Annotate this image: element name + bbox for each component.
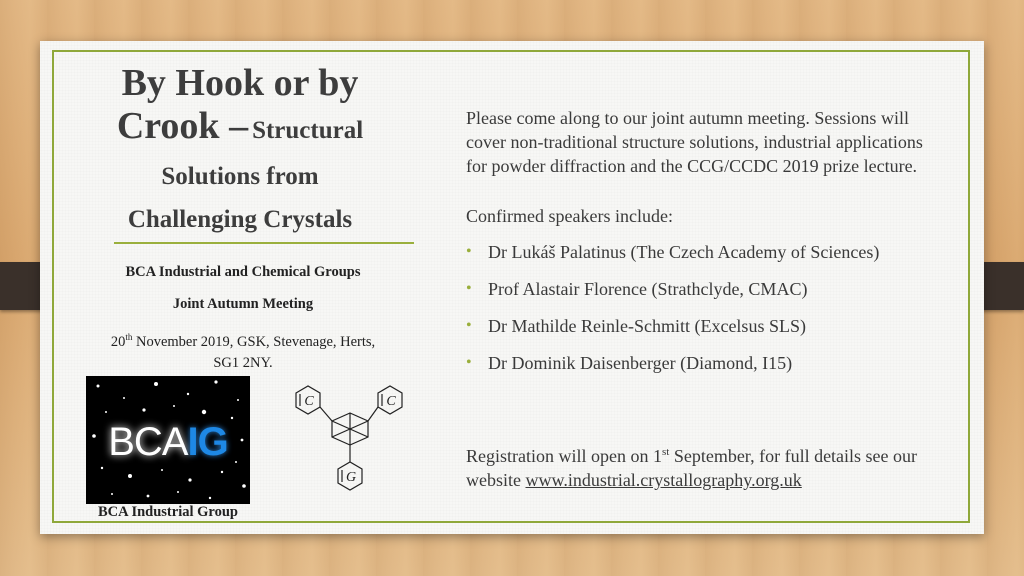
- website-link[interactable]: www.industrial.crystallography.org.uk: [525, 470, 802, 490]
- speaker-item: [466, 277, 936, 301]
- speaker-text: Prof Alastair Florence (Strathclyde, CMAC): [488, 279, 808, 299]
- speaker-item: [466, 240, 936, 264]
- registration-after: September, for full details see our website: [466, 446, 918, 490]
- title-line-2-small: Structural: [252, 117, 364, 144]
- title-line-3: Solutions from: [161, 163, 319, 190]
- logo-caption: BCA Industrial Group: [98, 504, 238, 520]
- registration-paragraph: [466, 440, 936, 492]
- date-day: 20: [110, 333, 126, 350]
- ring-label-right: C: [386, 394, 396, 409]
- ring-label-bottom: G: [345, 470, 357, 485]
- speakers-heading: Confirmed speakers include:: [466, 206, 673, 226]
- speaker-item: [466, 314, 936, 338]
- date-rest: November 2019, GSK, Stevenage, Herts,: [132, 333, 376, 350]
- slide-title: [70, 62, 410, 241]
- meeting-name: Joint Autumn Meeting: [172, 296, 314, 312]
- bullet-icon: •: [466, 243, 472, 260]
- bullet-icon: •: [466, 317, 472, 334]
- meeting-date-location: [72, 327, 414, 374]
- speaker-item: [466, 351, 936, 375]
- title-line-2-big: Crook –: [116, 105, 249, 147]
- ring-label-left: C: [304, 394, 314, 409]
- speaker-text: Dr Lukáš Palatinus (The Czech Academy of Sciences): [488, 242, 880, 262]
- speakers-list: [466, 240, 936, 388]
- title-line-1: By Hook or by: [121, 62, 359, 104]
- title-divider: [114, 242, 414, 244]
- intro-paragraph: Please come along to our joint autumn meeting. Sessions will cover non-traditional structure solutions, industrial applications for powder diffraction and the CCG/CCDC 2019 prize lecture.: [466, 108, 923, 176]
- postcode: SG1 2NY.: [213, 354, 273, 371]
- logo-wordmark: [86, 420, 250, 465]
- logo-text-bca: BCA: [108, 420, 188, 464]
- molecule-diagram: [282, 373, 420, 497]
- date-suffix: th: [125, 332, 133, 342]
- bullet-icon: •: [466, 354, 472, 371]
- bullet-icon: •: [466, 280, 472, 297]
- title-line-4: Challenging Crystals: [127, 206, 353, 233]
- bcaig-logo: [86, 376, 250, 504]
- registration-before: Registration will open on 1: [466, 446, 662, 466]
- speaker-text: Dr Mathilde Reinle-Schmitt (Excelsus SLS): [488, 316, 806, 336]
- organizing-groups: BCA Industrial and Chemical Groups: [125, 264, 361, 280]
- registration-sup: st: [661, 446, 670, 458]
- speaker-text: Dr Dominik Daisenberger (Diamond, I15): [488, 353, 793, 373]
- logo-text-ig: IG: [187, 420, 228, 464]
